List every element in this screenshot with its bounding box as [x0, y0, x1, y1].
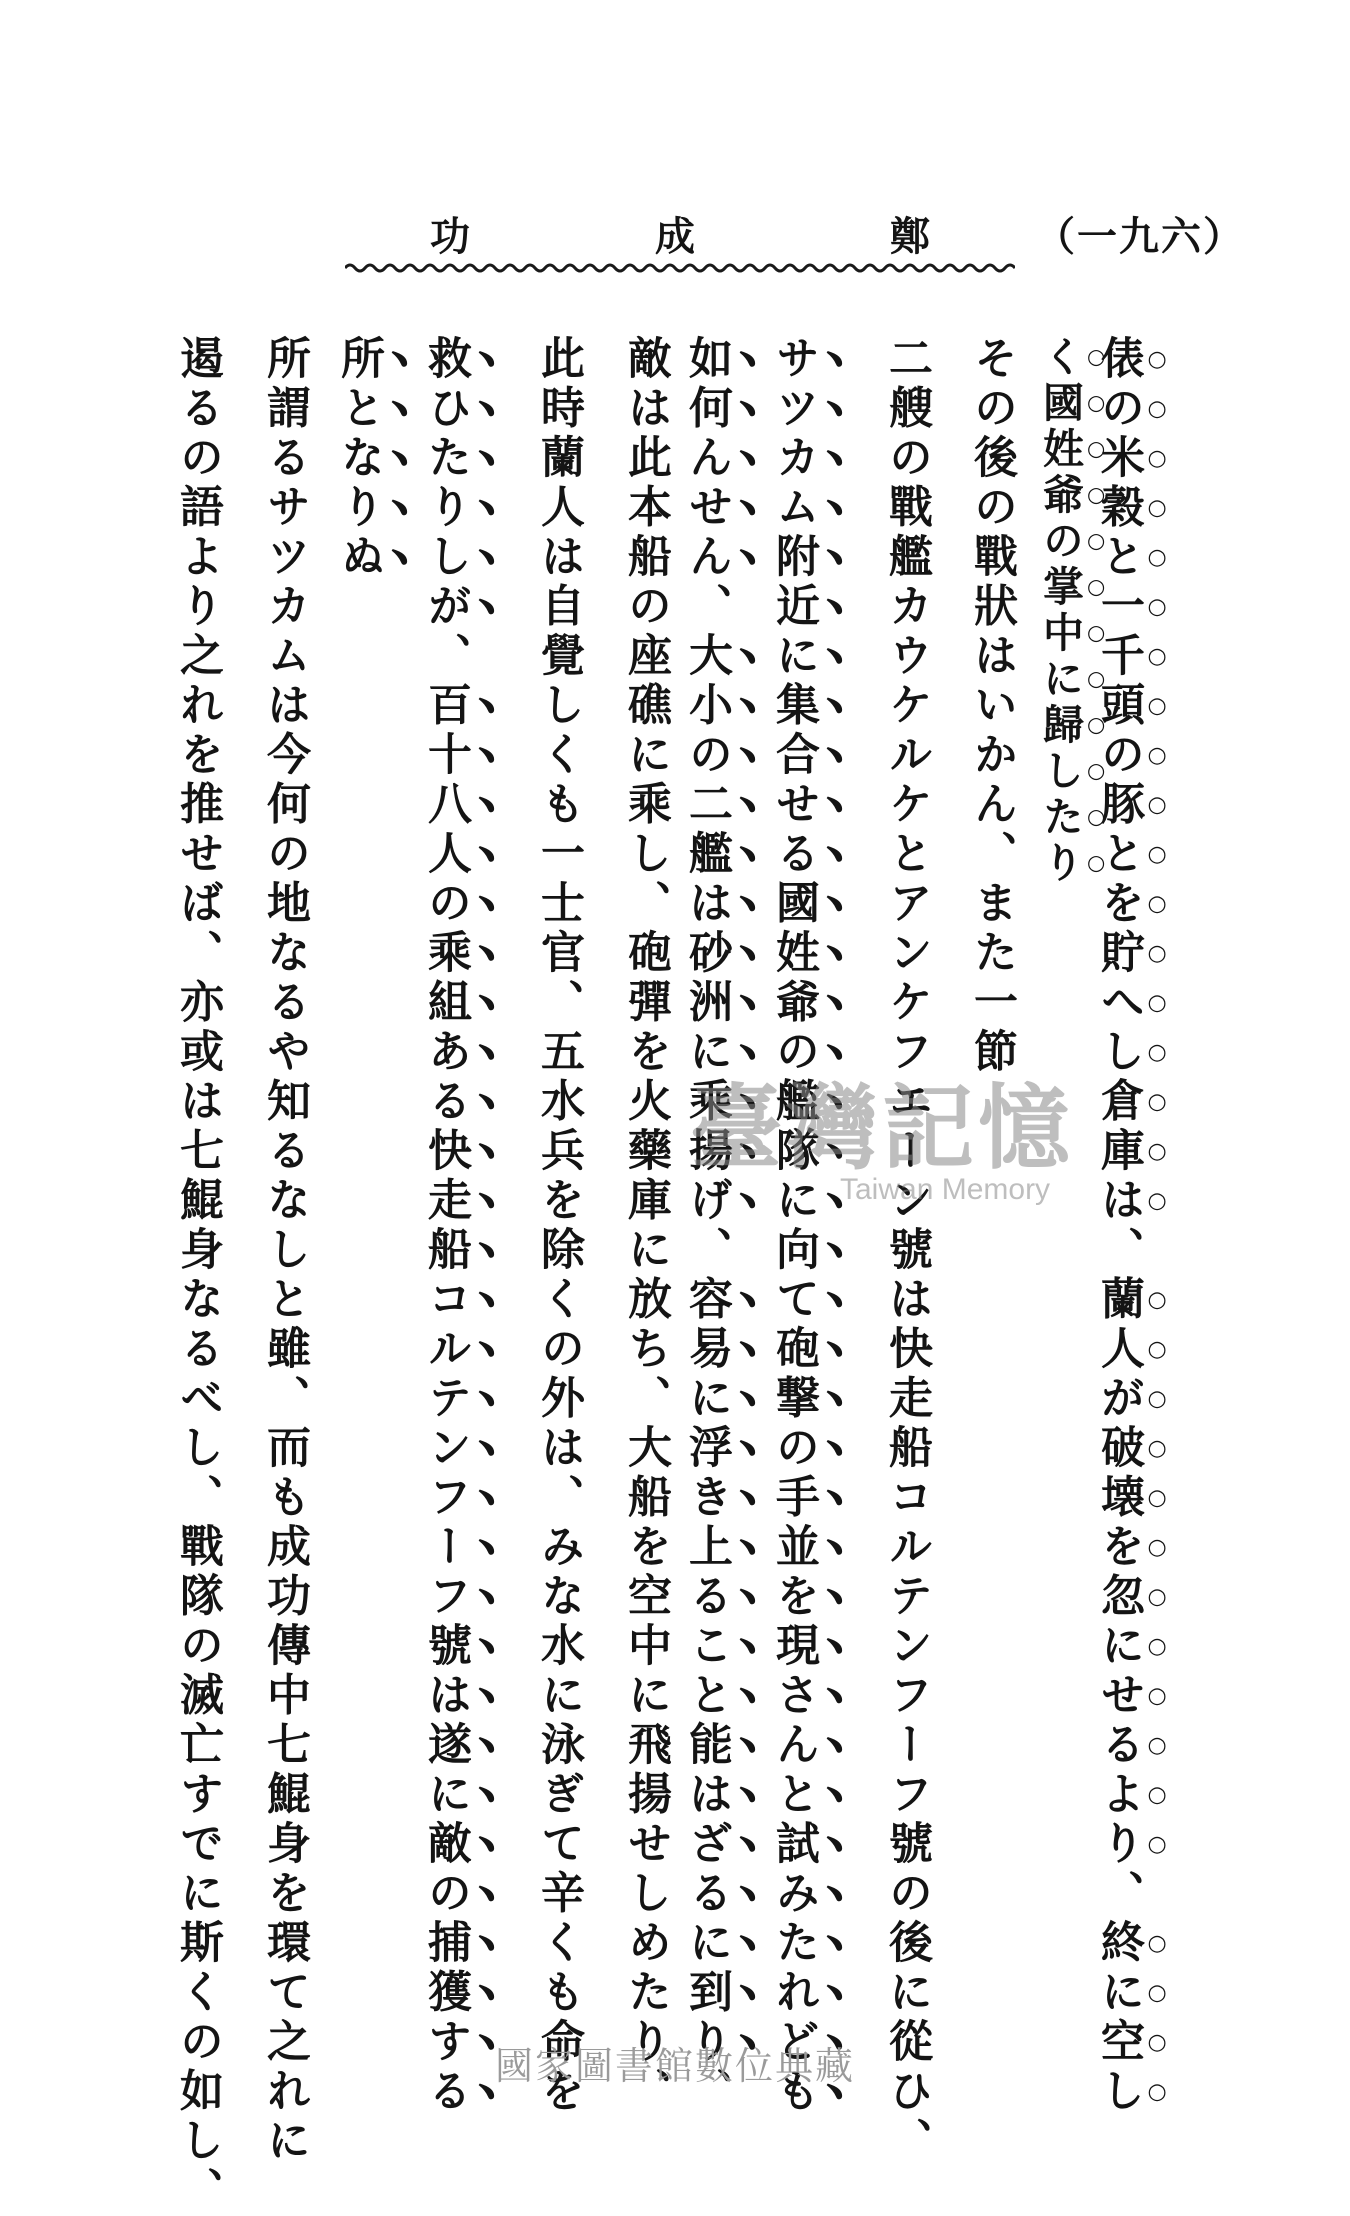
text-column [1036, 335, 1109, 887]
running-title-char: 鄭 [890, 213, 930, 260]
text-column [681, 335, 763, 2117]
running-title [430, 205, 940, 260]
running-title-char: 成 [655, 213, 695, 260]
text-segment: 所謂るサツカムは今何の地なるや知るなしと雖、而も成功傳中七鯤身を環て之れに [259, 335, 310, 2167]
watermark-subtitle: Taiwan Memory [840, 1173, 1051, 1206]
text-column [768, 335, 850, 2117]
text-segment: 敵は此本船の座礁に乘し、砲彈を火藥庫に放ち、大船を空中に飛揚せしめたり、 [620, 335, 671, 2117]
text-segment: 救ひたりしが、百十八人の乘組ある快走船コルテンフーフ號は遂に敵の捕獲する [420, 335, 471, 2117]
text-segment: 此時蘭人は自覺しくも一士官、五水兵を除くの外は、みな水に泳ぎて辛くも命を [533, 335, 584, 2117]
text-column [253, 335, 315, 2167]
text-segment: その後の戰狀はいかん、また一節 [966, 335, 1017, 1078]
text-column [1093, 335, 1170, 2117]
text-column [420, 335, 502, 2117]
text-segment: 蘭人が破壊を忽にせるより、 [1093, 1275, 1144, 1919]
text-column [333, 335, 415, 583]
taiwan-memory-watermark [690, 1055, 1120, 1205]
page-number: （一九六） [1035, 213, 1245, 260]
text-segment: 二艘の戰艦カウケルケとアンケフエーン號は快走船コルテンフーフ號の後に從ひ、 [881, 335, 932, 2167]
text-segment: 終に空し [1093, 1919, 1144, 2117]
text-segment: 所となりぬ [333, 335, 384, 583]
text-column [960, 335, 1022, 1078]
watermark-logo: 臺灣記憶 [690, 1074, 1075, 1182]
text-column [875, 335, 937, 2167]
text-segment: く國姓爺の掌中に歸したり [1036, 335, 1084, 887]
text-segment: サツカム附近に集合せる國姓爺の艦隊に向て砲撃の手並を現さんと試みたれども [768, 335, 819, 2117]
text-column [614, 335, 676, 2117]
text-segment: 俵の米穀と一千頭の豚とを貯へし倉庫は、 [1093, 335, 1144, 1276]
library-footer: 國家圖書館數位典藏 [494, 2044, 855, 2088]
text-column [166, 335, 228, 2216]
running-title-char: 功 [430, 213, 470, 260]
wavy-header-rule [345, 258, 1015, 278]
text-column [527, 335, 589, 2117]
text-segment: 如何んせん、大小の二艦は砂洲に乘揚げ、容易に浮き上ること能はざるに到り、 [681, 335, 732, 2117]
text-segment: 遏るの語より之れを推せば、亦或は七鯤身なるべし、戰隊の滅亡すでに斯くの如し、 [172, 335, 223, 2216]
